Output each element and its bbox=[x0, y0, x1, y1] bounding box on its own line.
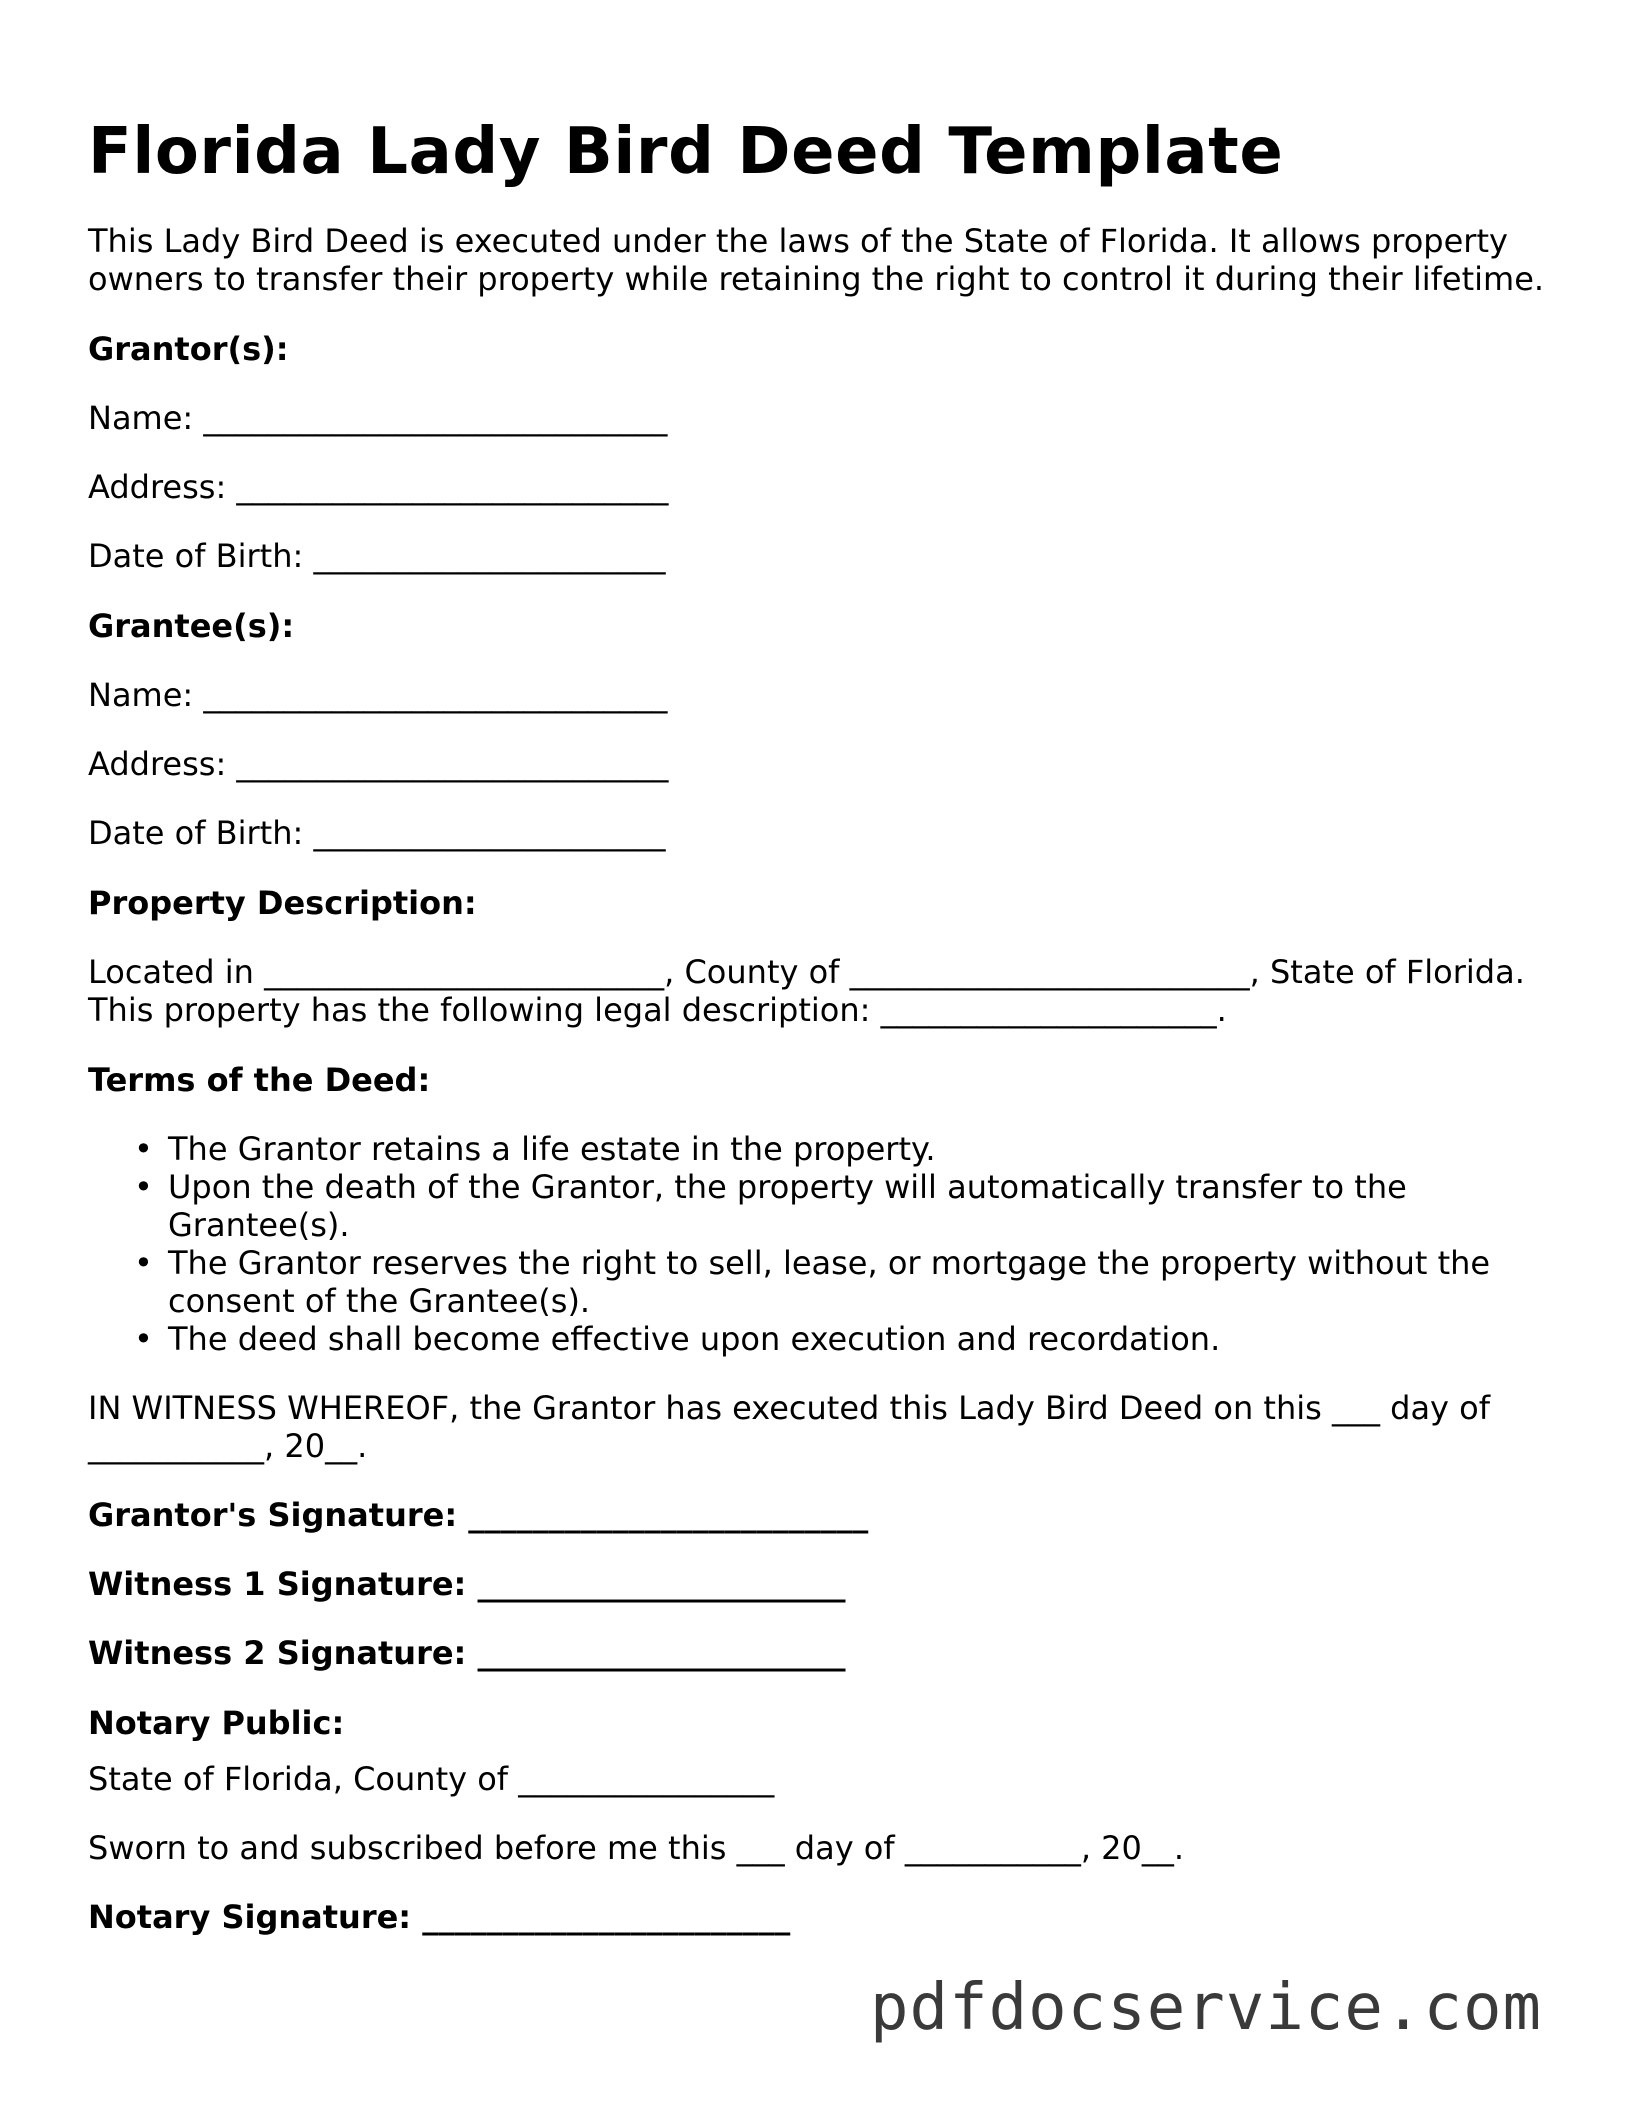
terms-list-item bbox=[134, 1244, 1548, 1320]
page-title: Florida Lady Bird Deed Template bbox=[88, 115, 1284, 189]
terms-list-item bbox=[134, 1320, 1548, 1358]
property-heading: Property Description: bbox=[88, 884, 477, 922]
grantor-address-field: Address: ___________________________ bbox=[88, 468, 669, 506]
grantor-name-field: Name: _____________________________ bbox=[88, 399, 668, 437]
terms-heading: Terms of the Deed: bbox=[88, 1061, 431, 1099]
terms-item-text: The Grantor reserves the right to sell, lease, or mortgage the property without the consent of the Grantee(s). bbox=[168, 1244, 1491, 1320]
grantee-name-field: Name: _____________________________ bbox=[88, 676, 668, 714]
notary-signature-line: Notary Signature: _______________________ bbox=[88, 1898, 791, 1936]
bullet-icon: • bbox=[134, 1168, 153, 1206]
property-description: Located in _________________________, County of _________________________, State of Florida. This property has the following legal description: _____________________. bbox=[88, 953, 1525, 1029]
terms-list-item bbox=[134, 1168, 1548, 1244]
grantor-dob-field: Date of Birth: ______________________ bbox=[88, 537, 666, 575]
witness1-signature-line: Witness 1 Signature: _______________________ bbox=[88, 1565, 846, 1603]
terms-item-text: The deed shall become effective upon execution and recordation. bbox=[168, 1320, 1221, 1358]
bullet-icon: • bbox=[134, 1320, 153, 1358]
grantee-dob-field: Date of Birth: ______________________ bbox=[88, 814, 666, 852]
notary-heading: Notary Public: bbox=[88, 1704, 345, 1742]
notary-county-field: State of Florida, County of ________________ bbox=[88, 1760, 775, 1798]
grantor-signature-line: Grantor's Signature: _________________________ bbox=[88, 1496, 869, 1534]
bullet-icon: • bbox=[134, 1244, 153, 1282]
terms-list bbox=[88, 1130, 1548, 1358]
terms-list-item bbox=[134, 1130, 1548, 1168]
watermark: pdfdocservice.com bbox=[870, 1971, 1543, 2045]
terms-item-text: Upon the death of the Grantor, the property will automatically transfer to the Grantee(s). bbox=[168, 1168, 1407, 1244]
intro-paragraph: This Lady Bird Deed is executed under the laws of the State of Florida. It allows property owners to transfer their property while retaining the right to control it during their lifetime. bbox=[88, 222, 1545, 298]
notary-sworn-line: Sworn to and subscribed before me this ___ day of ___________, 20__. bbox=[88, 1829, 1185, 1867]
witness-clause: IN WITNESS WHEREOF, the Grantor has executed this Lady Bird Deed on this ___ day of ___________, 20__. bbox=[88, 1389, 1490, 1465]
grantee-address-field: Address: ___________________________ bbox=[88, 745, 669, 783]
grantee-heading: Grantee(s): bbox=[88, 607, 295, 645]
grantor-heading: Grantor(s): bbox=[88, 330, 289, 368]
terms-item-text: The Grantor retains a life estate in the property. bbox=[168, 1130, 936, 1168]
deed-document bbox=[88, 112, 1548, 1936]
witness2-signature-line: Witness 2 Signature: _______________________ bbox=[88, 1634, 846, 1672]
bullet-icon: • bbox=[134, 1130, 153, 1168]
